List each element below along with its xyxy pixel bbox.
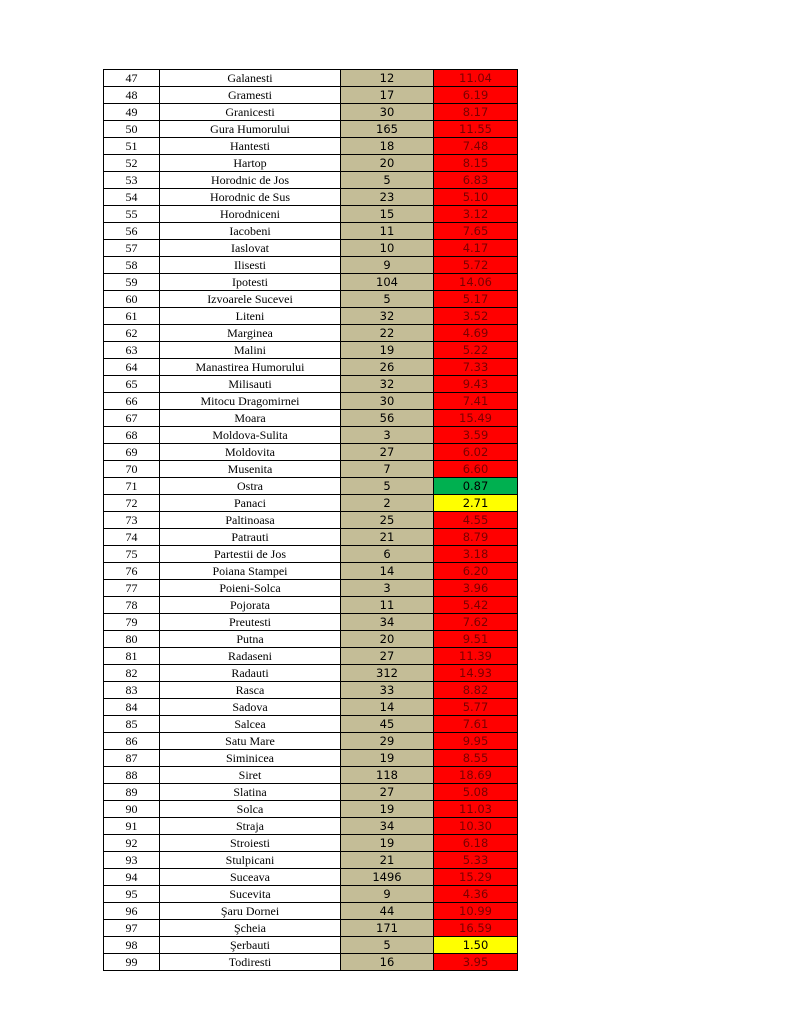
case-count: 27 [341,648,434,665]
row-number: 79 [104,614,160,631]
locality-name: Satu Mare [160,733,341,750]
row-number: 77 [104,580,160,597]
case-count: 14 [341,699,434,716]
row-number: 98 [104,937,160,954]
table-row [104,444,518,461]
row-number: 75 [104,546,160,563]
incidence-rate: 14.93 [434,665,518,682]
incidence-rate: 18.69 [434,767,518,784]
incidence-rate: 5.42 [434,597,518,614]
incidence-rate: 10.30 [434,818,518,835]
table-row [104,478,518,495]
row-number: 71 [104,478,160,495]
locality-name: Panaci [160,495,341,512]
row-number: 54 [104,189,160,206]
case-count: 2 [341,495,434,512]
table-row [104,512,518,529]
table-row [104,852,518,869]
case-count: 11 [341,597,434,614]
case-count: 32 [341,376,434,393]
locality-name: Solca [160,801,341,818]
locality-name: Iacobeni [160,223,341,240]
locality-name: Ilisesti [160,257,341,274]
row-number: 72 [104,495,160,512]
incidence-rate: 5.72 [434,257,518,274]
row-number: 56 [104,223,160,240]
incidence-rate: 14.06 [434,274,518,291]
row-number: 49 [104,104,160,121]
locality-name: Gramesti [160,87,341,104]
locality-name: Hartop [160,155,341,172]
incidence-rate: 4.17 [434,240,518,257]
case-count: 14 [341,563,434,580]
locality-name: Ipotesti [160,274,341,291]
locality-name: Horodnic de Jos [160,172,341,189]
case-count: 34 [341,818,434,835]
locality-name: Radauti [160,665,341,682]
row-number: 47 [104,70,160,87]
table-row [104,733,518,750]
case-count: 20 [341,631,434,648]
row-number: 91 [104,818,160,835]
locality-name: Radaseni [160,648,341,665]
incidence-rate: 5.08 [434,784,518,801]
incidence-rate: 8.17 [434,104,518,121]
case-count: 19 [341,801,434,818]
incidence-rate: 4.69 [434,325,518,342]
row-number: 82 [104,665,160,682]
row-number: 57 [104,240,160,257]
locality-name: Izvoarele Sucevei [160,291,341,308]
row-number: 73 [104,512,160,529]
row-number: 86 [104,733,160,750]
incidence-rate: 16.59 [434,920,518,937]
row-number: 81 [104,648,160,665]
case-count: 32 [341,308,434,325]
row-number: 84 [104,699,160,716]
incidence-rate: 7.61 [434,716,518,733]
case-count: 27 [341,444,434,461]
locality-name: Iaslovat [160,240,341,257]
incidence-rate: 0.87 [434,478,518,495]
table-row [104,648,518,665]
row-number: 58 [104,257,160,274]
table-row [104,699,518,716]
incidence-rate: 7.41 [434,393,518,410]
table-body [104,70,518,971]
locality-name: Siminicea [160,750,341,767]
row-number: 74 [104,529,160,546]
case-count: 29 [341,733,434,750]
table-row [104,325,518,342]
incidence-rate: 3.18 [434,546,518,563]
table-row [104,580,518,597]
table-row [104,121,518,138]
incidence-rate: 8.15 [434,155,518,172]
case-count: 1496 [341,869,434,886]
row-number: 80 [104,631,160,648]
case-count: 20 [341,155,434,172]
table-row [104,359,518,376]
case-count: 19 [341,342,434,359]
table-row [104,138,518,155]
row-number: 87 [104,750,160,767]
table-row [104,291,518,308]
incidence-rate: 11.55 [434,121,518,138]
row-number: 50 [104,121,160,138]
locality-name: Horodnic de Sus [160,189,341,206]
locality-name: Patrauti [160,529,341,546]
locality-name: Moldova-Sulita [160,427,341,444]
locality-name: Stroiesti [160,835,341,852]
row-number: 53 [104,172,160,189]
row-number: 62 [104,325,160,342]
locality-name: Preutesti [160,614,341,631]
case-count: 45 [341,716,434,733]
table-row [104,495,518,512]
incidence-rate: 5.10 [434,189,518,206]
table-row [104,665,518,682]
table-row [104,529,518,546]
localities-table [103,69,518,971]
row-number: 55 [104,206,160,223]
table-row [104,376,518,393]
incidence-rate: 2.71 [434,495,518,512]
row-number: 96 [104,903,160,920]
row-number: 60 [104,291,160,308]
incidence-rate: 5.22 [434,342,518,359]
incidence-rate: 8.82 [434,682,518,699]
table-row [104,597,518,614]
row-number: 69 [104,444,160,461]
table-row [104,937,518,954]
row-number: 66 [104,393,160,410]
incidence-rate: 15.49 [434,410,518,427]
incidence-rate: 7.33 [434,359,518,376]
incidence-rate: 3.52 [434,308,518,325]
case-count: 312 [341,665,434,682]
table-row [104,563,518,580]
incidence-rate: 3.59 [434,427,518,444]
locality-name: Malini [160,342,341,359]
row-number: 51 [104,138,160,155]
row-number: 78 [104,597,160,614]
locality-name: Poiana Stampei [160,563,341,580]
case-count: 30 [341,393,434,410]
table-row [104,750,518,767]
table-row [104,427,518,444]
case-count: 104 [341,274,434,291]
table-row [104,818,518,835]
incidence-rate: 5.17 [434,291,518,308]
row-number: 93 [104,852,160,869]
row-number: 99 [104,954,160,971]
incidence-rate: 4.36 [434,886,518,903]
case-count: 16 [341,954,434,971]
table-row [104,87,518,104]
locality-name: Mitocu Dragomirnei [160,393,341,410]
table-row [104,240,518,257]
table-row [104,308,518,325]
case-count: 5 [341,172,434,189]
locality-name: Sadova [160,699,341,716]
case-count: 5 [341,291,434,308]
locality-name: Straja [160,818,341,835]
incidence-rate: 6.02 [434,444,518,461]
table-row [104,342,518,359]
case-count: 30 [341,104,434,121]
locality-name: Salcea [160,716,341,733]
case-count: 44 [341,903,434,920]
row-number: 85 [104,716,160,733]
case-count: 17 [341,87,434,104]
incidence-rate: 8.55 [434,750,518,767]
row-number: 92 [104,835,160,852]
row-number: 94 [104,869,160,886]
case-count: 26 [341,359,434,376]
incidence-rate: 11.39 [434,648,518,665]
case-count: 5 [341,478,434,495]
table-row [104,461,518,478]
locality-name: Milisauti [160,376,341,393]
table-row [104,223,518,240]
table-row [104,869,518,886]
row-number: 97 [104,920,160,937]
table-row [104,716,518,733]
case-count: 21 [341,529,434,546]
case-count: 3 [341,427,434,444]
case-count: 10 [341,240,434,257]
case-count: 5 [341,937,434,954]
table-row [104,257,518,274]
locality-name: Rasca [160,682,341,699]
case-count: 118 [341,767,434,784]
row-number: 65 [104,376,160,393]
case-count: 18 [341,138,434,155]
locality-name: Şaru Dornei [160,903,341,920]
table-row [104,410,518,427]
table-row [104,393,518,410]
row-number: 52 [104,155,160,172]
incidence-rate: 7.48 [434,138,518,155]
table-row [104,274,518,291]
case-count: 171 [341,920,434,937]
row-number: 70 [104,461,160,478]
case-count: 22 [341,325,434,342]
table-row [104,546,518,563]
table-row [104,784,518,801]
locality-name: Sucevita [160,886,341,903]
row-number: 64 [104,359,160,376]
table-row [104,172,518,189]
case-count: 34 [341,614,434,631]
locality-name: Partestii de Jos [160,546,341,563]
locality-name: Manastirea Humorului [160,359,341,376]
incidence-rate: 11.04 [434,70,518,87]
incidence-rate: 9.43 [434,376,518,393]
locality-name: Liteni [160,308,341,325]
table-row [104,631,518,648]
case-count: 56 [341,410,434,427]
locality-name: Slatina [160,784,341,801]
locality-name: Todiresti [160,954,341,971]
locality-name: Hantesti [160,138,341,155]
table-row [104,682,518,699]
case-count: 9 [341,886,434,903]
locality-name: Suceava [160,869,341,886]
incidence-rate: 7.65 [434,223,518,240]
locality-name: Musenita [160,461,341,478]
case-count: 7 [341,461,434,478]
case-count: 19 [341,835,434,852]
row-number: 63 [104,342,160,359]
table-row [104,104,518,121]
locality-name: Stulpicani [160,852,341,869]
incidence-rate: 10.99 [434,903,518,920]
row-number: 48 [104,87,160,104]
locality-name: Horodniceni [160,206,341,223]
row-number: 76 [104,563,160,580]
case-count: 6 [341,546,434,563]
table-row [104,206,518,223]
incidence-rate: 6.18 [434,835,518,852]
case-count: 21 [341,852,434,869]
locality-name: Gura Humorului [160,121,341,138]
case-count: 23 [341,189,434,206]
incidence-rate: 6.60 [434,461,518,478]
row-number: 88 [104,767,160,784]
locality-name: Pojorata [160,597,341,614]
incidence-rate: 3.96 [434,580,518,597]
table-row [104,920,518,937]
incidence-rate: 11.03 [434,801,518,818]
locality-name: Ostra [160,478,341,495]
case-count: 11 [341,223,434,240]
row-number: 59 [104,274,160,291]
row-number: 83 [104,682,160,699]
table-row [104,189,518,206]
case-count: 3 [341,580,434,597]
table-row [104,155,518,172]
locality-name: Moldovita [160,444,341,461]
locality-name: Putna [160,631,341,648]
case-count: 27 [341,784,434,801]
incidence-rate: 6.20 [434,563,518,580]
case-count: 12 [341,70,434,87]
incidence-rate: 15.29 [434,869,518,886]
row-number: 67 [104,410,160,427]
table-row [104,835,518,852]
case-count: 9 [341,257,434,274]
row-number: 61 [104,308,160,325]
locality-name: Granicesti [160,104,341,121]
row-number: 90 [104,801,160,818]
table-row [104,614,518,631]
case-count: 33 [341,682,434,699]
incidence-rate: 9.51 [434,631,518,648]
incidence-rate: 7.62 [434,614,518,631]
case-count: 165 [341,121,434,138]
locality-name: Şcheia [160,920,341,937]
incidence-rate: 3.12 [434,206,518,223]
locality-name: Poieni-Solca [160,580,341,597]
table-row [104,70,518,87]
incidence-rate: 9.95 [434,733,518,750]
locality-name: Marginea [160,325,341,342]
locality-name: Galanesti [160,70,341,87]
locality-name: Şerbauti [160,937,341,954]
incidence-rate: 6.19 [434,87,518,104]
row-number: 95 [104,886,160,903]
table-row [104,954,518,971]
table-row [104,886,518,903]
case-count: 15 [341,206,434,223]
incidence-rate: 6.83 [434,172,518,189]
incidence-rate: 8.79 [434,529,518,546]
row-number: 89 [104,784,160,801]
incidence-rate: 4.55 [434,512,518,529]
case-count: 19 [341,750,434,767]
table-row [104,903,518,920]
incidence-rate: 5.33 [434,852,518,869]
locality-name: Siret [160,767,341,784]
table-row [104,801,518,818]
incidence-rate: 1.50 [434,937,518,954]
locality-name: Paltinoasa [160,512,341,529]
table-row [104,767,518,784]
row-number: 68 [104,427,160,444]
case-count: 25 [341,512,434,529]
incidence-rate: 3.95 [434,954,518,971]
incidence-rate: 5.77 [434,699,518,716]
locality-name: Moara [160,410,341,427]
